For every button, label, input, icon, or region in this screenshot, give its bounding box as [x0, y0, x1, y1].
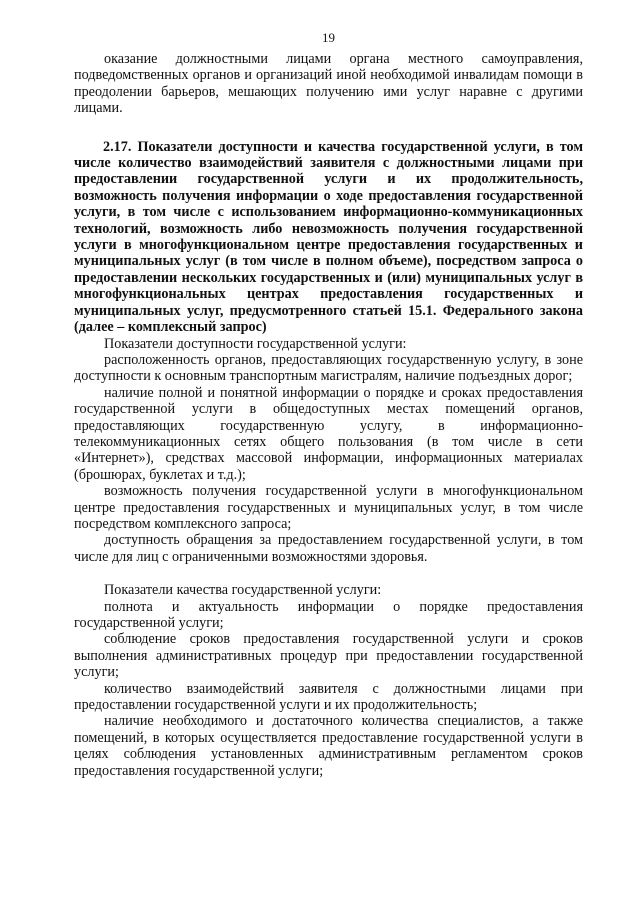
accessibility-intro: Показатели доступности государственной услуги: [104, 335, 407, 352]
page-number: 19 [322, 30, 335, 45]
quality-intro: Показатели качества государственной услуги: [104, 582, 382, 599]
quality-item: полнота и актуальность информации о порядке предоставления государственной услуги; [74, 598, 583, 631]
accessibility-item: доступность обращения за предоставлением государственной услуги, в том числе для лиц с ограниченными возможностями здоровья. [74, 532, 583, 565]
quality-item: соблюдение сроков предоставления государственной услуги и сроков выполнения административных процедур при предоставлении государственной услуги; [74, 631, 583, 681]
accessibility-item: возможность получения государственной услуги в многофункциональном центре предоставления государственных и муниципальных услуг, в том числе посредством комплексного запроса; [74, 483, 583, 532]
spacer [74, 565, 583, 582]
accessibility-item: наличие полной и понятной информации о порядке и сроках предоставления государственной услуги в общедоступных местах помещений органов, предоставляющих государственную услугу, в информационно-телекоммуникационных сетях общего пользования (в том числе в сети «Интернет»), средствах массовой информации, информационных материалах (брошюрах, буклетах и т.д.); [74, 384, 583, 483]
spacer [74, 117, 583, 139]
quality-item: количество взаимодействий заявителя с должностными лицами при предоставлении государственной услуги и их продолжительность; [74, 680, 583, 714]
accessibility-item: расположенность органов, предоставляющих государственную услугу, в зоне доступности к основным транспортным магистралям, наличие подъездных дорог; [74, 351, 583, 385]
quality-item: наличие необходимого и достаточного количества специалистов, а также помещений, в которых осуществляется предоставление государственной услуги в целях соблюдения установленных административным регламентом сроков предоставления государственной услуги; [74, 713, 583, 779]
paragraph-assistance: оказание должностными лицами органа местного самоуправления, подведомственных органов и организаций иной необходимой инвалидам помощи в преодолении барьеров, мешающих получению ими услуг наравне с другими лицами. [74, 51, 583, 117]
section-heading: 2.17. Показатели доступности и качества государственной услуги, в том числе количество взаимодействий заявителя с должностными лицами при предоставлении государственной услуги и их продолжительность, возможность получения информации о ходе предоставления государственной услуги, в том числе с использованием информационно-коммуникационных технологий, возможность либо невозможность получения государственной услуги в многофункциональном центре предоставления государственных и муниципальных услуг (в том числе в полном объеме), посредством запроса о предоставлении нескольких государственных и (или) муниципальных услуг в многофункциональных центрах предоставления государственных и муниципальных услуг, предусмотренного статьей 15.1. Федерального закона (далее – комплексный запрос) [74, 138, 583, 336]
